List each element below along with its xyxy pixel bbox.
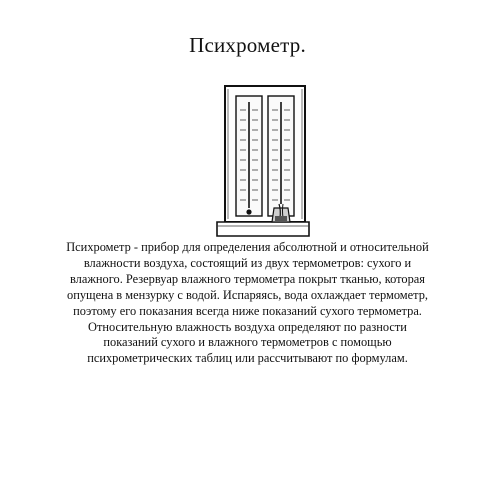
- psychrometer-illustration: [211, 80, 315, 238]
- page-title: Психрометр.: [189, 33, 306, 57]
- description-paragraph: Психрометр - прибор для определения абсолютной и относительной влажности воздуха, состоящий из двух термометров: сухого и влажного. Резервуар влажного термометра покрыт тканью, которая опущена в мензурку с водой. Испаряясь, вода охлаждает термометр, поэтому его показания всегда ниже показаний сухого термометра. Относительную влажность воздуха определяют по разности показаний сухого и влажного термометров с помощью психрометрических таблиц или рассчитывают по формулам.: [66, 240, 429, 366]
